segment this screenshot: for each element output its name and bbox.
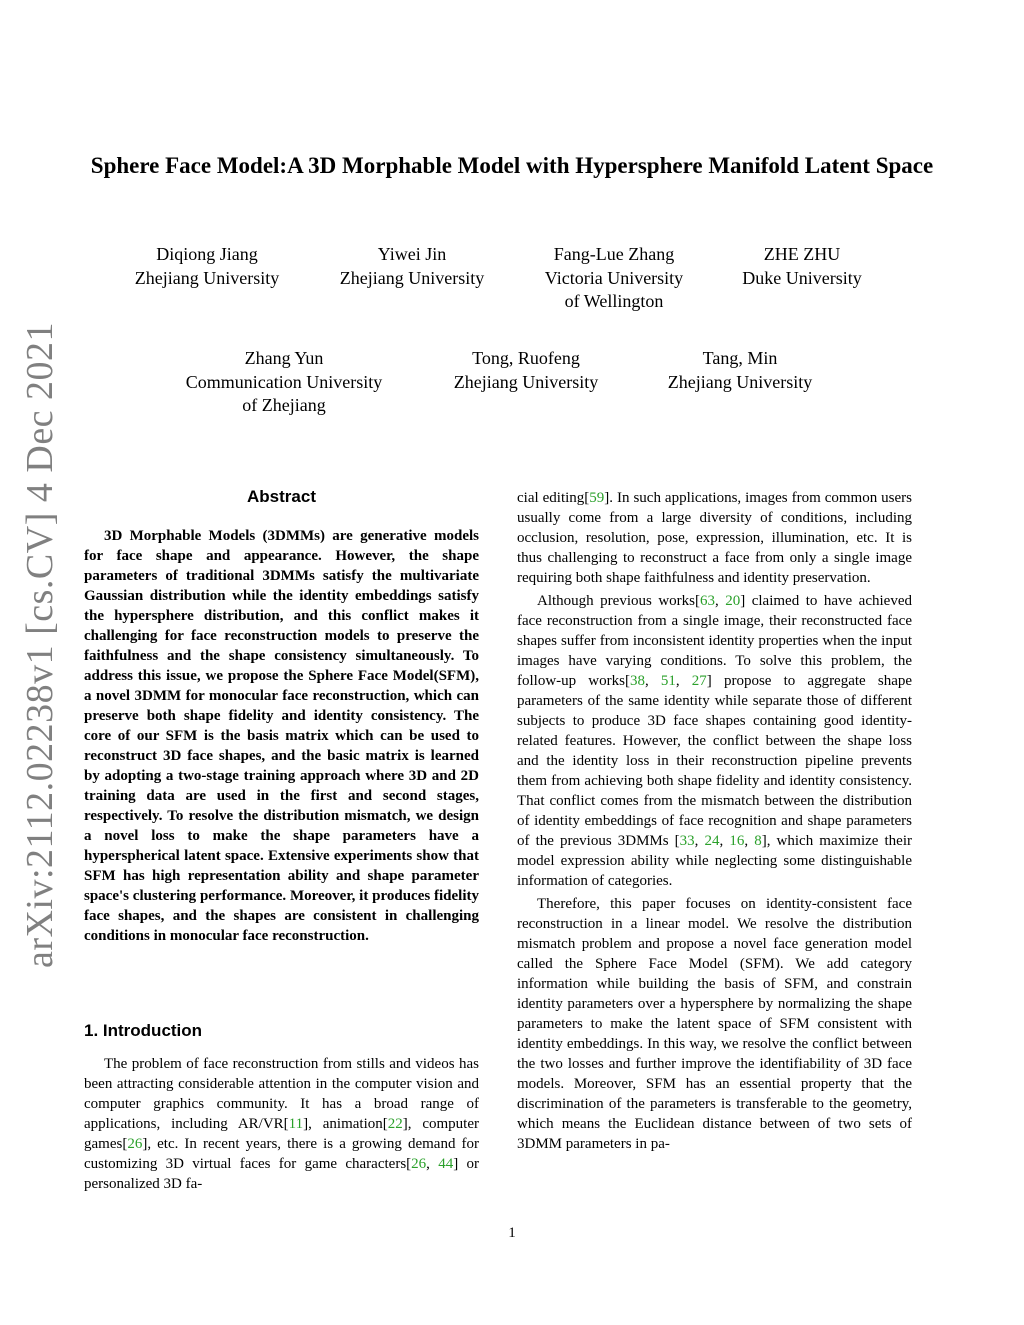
citation-link[interactable]: 38 (629, 673, 645, 689)
author-name: Tong, Ruofeng (472, 348, 580, 368)
author-affiliation: Victoria University (544, 267, 684, 288)
author-name: ZHE ZHU (763, 244, 841, 264)
citation-link[interactable]: 51 (660, 673, 676, 689)
author-name: Diqiong Jiang (156, 244, 258, 264)
author-block (312, 243, 512, 290)
citation-link[interactable]: 27 (691, 673, 707, 689)
text-run: , (744, 833, 755, 849)
text-run: , (694, 833, 705, 849)
citation-link[interactable]: 24 (704, 833, 720, 849)
citation-link[interactable]: 11 (288, 1116, 304, 1132)
abstract-paragraph: 3D Morphable Models (3DMMs) are generative models for face shape and appearance. However, the shape parameters of traditional 3DMMs satisfy the multivariate Gaussian distribution while the identity embeddings satisfy the hypersphere distribution, and this conflict makes it challenging for face reconstruction models to preserve the faithfulness and the shape consistency simultaneously. To address this issue, we propose the Sphere Face Model(SFM), a novel 3DMM for monocular face reconstruction, which can preserve both shape fidelity and identity consistency. The core of our SFM is the basis matrix which can be used to reconstruct 3D face shapes, and the basic matrix is learned by adopting a two-stage training approach where 3D and 2D training data are used in the first and second stages, respectively. To resolve the distribution mismatch, we design a novel loss to make the shape parameters have a hyperspherical latent space. Extensive experiments show that SFM has high representation ability and shape parameter space's clustering performance. Moreover, it produces fidelity face shapes, and the shapes are consistent in challenging conditions in monocular face reconstruction. (84, 528, 479, 944)
text-run: ], animation[ (303, 1116, 388, 1132)
right-paragraph-1 (517, 488, 912, 588)
author-affiliation-line2: of Wellington (564, 291, 664, 311)
right-paragraph-2 (517, 591, 912, 891)
author-affiliation: Duke University (742, 267, 862, 288)
abstract-body (84, 526, 479, 946)
author-affiliation-line2: of Zhejiang (242, 395, 326, 415)
right-column (517, 488, 912, 1154)
introduction-paragraph (84, 1054, 479, 1194)
arxiv-side-label: arXiv:2112.02238v1 [cs.CV] 4 Dec 2021 (19, 321, 61, 969)
page-number: 1 (508, 1225, 516, 1241)
author-block (514, 243, 714, 314)
text-run: ], computer games[ (84, 1116, 480, 1152)
citation-link[interactable]: 8 (754, 833, 762, 849)
text-run: ], which maximize their model expression ability while neglecting some distinguishable information of categories. (517, 833, 912, 889)
author-name: Yiwei Jin (377, 244, 447, 264)
author-block (640, 347, 840, 394)
citation-link[interactable]: 16 (729, 833, 745, 849)
text-run: , (426, 1156, 439, 1172)
text-run: Although previous works[ (537, 593, 700, 609)
author-affiliation: Zhejiang University (667, 371, 813, 392)
author-name: Zhang Yun (244, 348, 324, 368)
author-block (426, 347, 626, 394)
text-run: ], etc. In recent years, there is a growing demand for customizing 3D virtual faces for game characters[ (84, 1136, 479, 1172)
citation-link[interactable]: 26 (127, 1136, 143, 1152)
author-block (164, 347, 404, 418)
citation-link[interactable]: 63 (699, 593, 715, 609)
citation-link[interactable]: 26 (411, 1156, 427, 1172)
citation-link[interactable]: 44 (438, 1156, 454, 1172)
author-affiliation: Zhejiang University (134, 267, 280, 288)
citation-link[interactable]: 22 (387, 1116, 403, 1132)
author-affiliation: Zhejiang University (453, 371, 599, 392)
text-run: , (719, 833, 730, 849)
right-paragraph-3: Therefore, this paper focuses on identity-consistent face reconstruction in a linear model. We resolve the distribution mismatch problem and propose a novel face generation model called the Sphere Face Model (SFM). We add category information while building the basis of SFM, and constrain identity parameters over a hypersphere by normalizing the shape parameters to make the latent space of SFM consistent with identity embeddings. In this way, we resolve the conflict between the two losses and further improve the identifiability of 3D face models. Moreover, SFM has an essential property that the discrimination of the parameters is transferable to the geometry, which means the Euclidean distance between of two sets of 3DMM parameters in pa- (517, 896, 912, 1152)
author-block (702, 243, 902, 290)
author-affiliation: Communication University (185, 371, 383, 392)
text-run: , (714, 593, 726, 609)
text-run: cial editing[ (517, 490, 590, 506)
author-block (107, 243, 307, 290)
abstract-heading: Abstract (247, 487, 316, 506)
author-name: Tang, Min (702, 348, 778, 368)
paper-title: Sphere Face Model:A 3D Morphable Model with Hypersphere Manifold Latent Space (90, 153, 934, 178)
text-run: ]. In such applications, images from common users usually come from a large diversity of conditions, including occlusion, resolution, pose, expression, illumination, etc. It is thus challenging to reconstruct a face from only a single image requiring both shape faithfulness and identity preservation. (517, 490, 912, 586)
author-affiliation: Zhejiang University (339, 267, 485, 288)
citation-link[interactable]: 59 (589, 490, 605, 506)
introduction-heading: 1. Introduction (84, 1021, 203, 1040)
text-run: ] or personalized 3D fa- (84, 1156, 479, 1192)
text-run: ] propose to aggregate shape parameters of the same identity while separate those of different subjects to produce 3D face shapes containing good identity-related features. However, the conflict between the shape loss and the identity loss in their reconstruction pipeline prevents them from achieving both shape fidelity and identity consistency. That conflict comes from the mismatch between the distribution of identity embeddings of face recognition and shape parameters of the previous 3DMMs [ (517, 673, 913, 849)
author-name: Fang-Lue Zhang (553, 244, 675, 264)
text-run: , (644, 673, 661, 689)
introduction-body (84, 1054, 479, 1194)
citation-link[interactable]: 33 (679, 833, 695, 849)
citation-link[interactable]: 20 (725, 593, 741, 609)
text-run: , (675, 673, 692, 689)
text-run: The problem of face reconstruction from stills and videos has been attracting considerable attention in the computer vision and computer graphics community. It has a broad range of applications, including AR/VR[ (84, 1056, 479, 1132)
text-run: ] claimed to have achieved face reconstruction from a single image, their reconstructed face shapes suffer from inconsistent identity properties when the input images have varying conditions. To solve this problem, the follow-up works[ (517, 593, 912, 689)
